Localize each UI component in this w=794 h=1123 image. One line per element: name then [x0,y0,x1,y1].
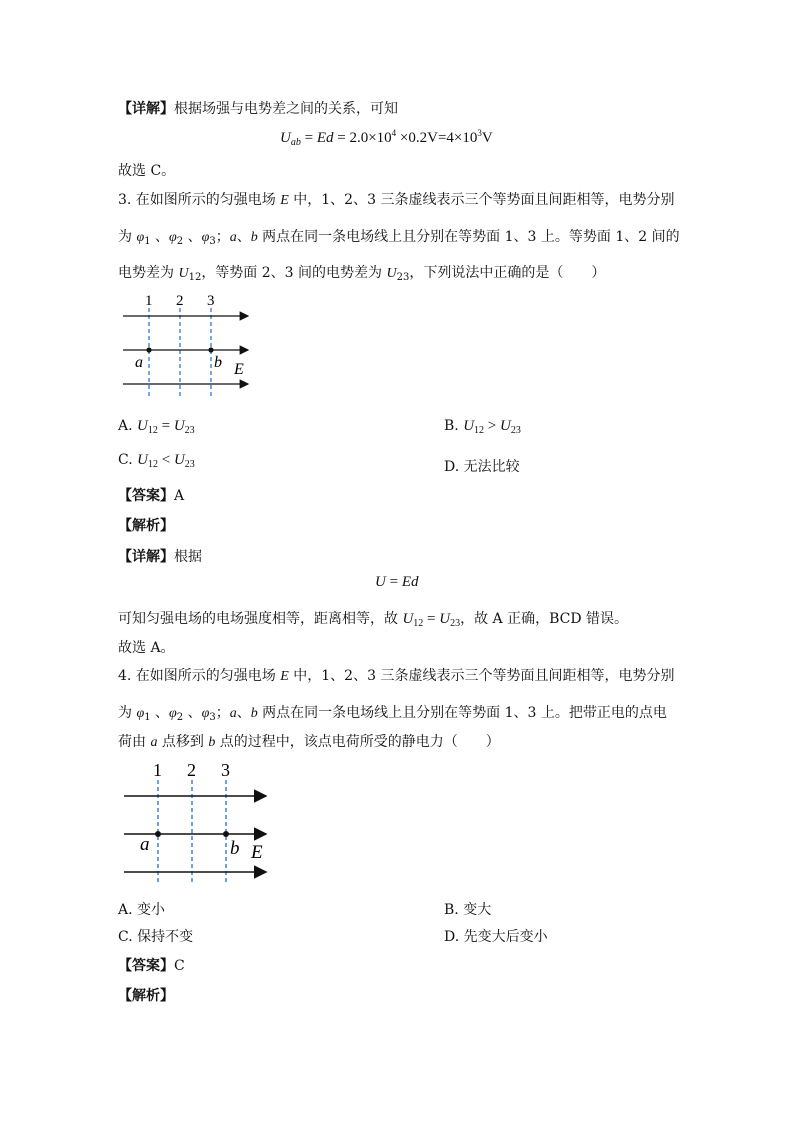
q4-field-diagram [118,758,274,886]
q3-point-b [208,347,213,352]
q3-option-a: A. $U_{12} = U_{23}$ [118,418,195,436]
q4-line2: 为 $\varphi_1$ 、$\varphi_2$ 、$\varphi_3$；a、b 两点在同一条电场线上且分别在等势面 1、3 上。把带正电的点电 [118,705,667,723]
q3-label-E: E [234,361,244,378]
q3-label-b: b [214,354,222,371]
formula-uab: $U_{ab} = Ed = 2.0\times 10^4 \times 0.2V=4\times 10^3V$ [280,128,493,148]
q3-label-a: a [135,354,143,371]
q3-line1: 3. 在如图所示的匀强电场 E 中，1、2、3 三条虚线表示三个等势面且间距相等，电势分别 [118,192,675,208]
q4-label-3: 3 [221,760,230,780]
q4-option-b: B. 变大 [444,902,492,918]
q3-detail: 【详解】根据 [118,549,202,565]
q4-option-d: D. 先变大后变小 [444,929,548,945]
q3-field-diagram [118,288,258,400]
q3-choose: 故选 A。 [118,640,175,656]
q4-analysis-tag: 【解析】 [118,988,174,1004]
q4-option-a: A. 变小 [118,902,166,918]
q3-label-3: 3 [207,293,215,309]
q3-analysis-tag: 【解析】 [118,518,174,534]
q3-reason: 可知匀强电场的电场强度相等，距离相等，故 $U_{12} = U_{23}$，故 A 正确，BCD 错误。 [118,611,629,629]
detail-text: 根据场强与电势差之间的关系，可知 [174,101,398,117]
q3-label-1: 1 [145,293,153,309]
q4-line1: 4. 在如图所示的匀强电场 E 中，1、2、3 三条虚线表示三个等势面且间距相等，电势分别 [118,668,675,684]
choose-c: 故选 C。 [118,163,176,179]
q4-line3: 荷由 a 点移到 b 点的过程中，该点电荷所受的静电力（ ） [118,734,500,750]
q3-point-a [146,347,151,352]
q4-label-2: 2 [187,760,196,780]
q4-point-a [155,831,161,837]
detail-tag: 【详解】 [118,101,174,117]
q3-option-b: B. $U_{12} > U_{23}$ [444,418,521,436]
detail-line [118,98,398,118]
q3-option-c: C. $U_{12} < U_{23}$ [118,452,195,470]
q4-label-a: a [140,834,150,855]
q3-line3: 电势差为 $U_{12}$，等势面 2、3 间的电势差为 $U_{23}$，下列说法中正确的是（ ） [118,265,606,283]
q4-label-b: b [230,838,240,859]
q4-point-b [223,831,229,837]
q4-option-c: C. 保持不变 [118,929,194,945]
q4-label-E: E [251,842,263,863]
q4-label-1: 1 [153,760,162,780]
q3-label-2: 2 [176,293,184,309]
q4-answer: 【答案】C [118,958,185,974]
q3-formula: U = Ed [375,574,419,590]
q3-option-d: D. 无法比较 [444,459,520,475]
q3-line2: 为 $\varphi_1$ 、$\varphi_2$ 、$\varphi_3$；a、b 两点在同一条电场线上且分别在等势面 1、3 上。等势面 1、2 间的 [118,229,680,247]
q3-answer: 【答案】A [118,488,185,504]
